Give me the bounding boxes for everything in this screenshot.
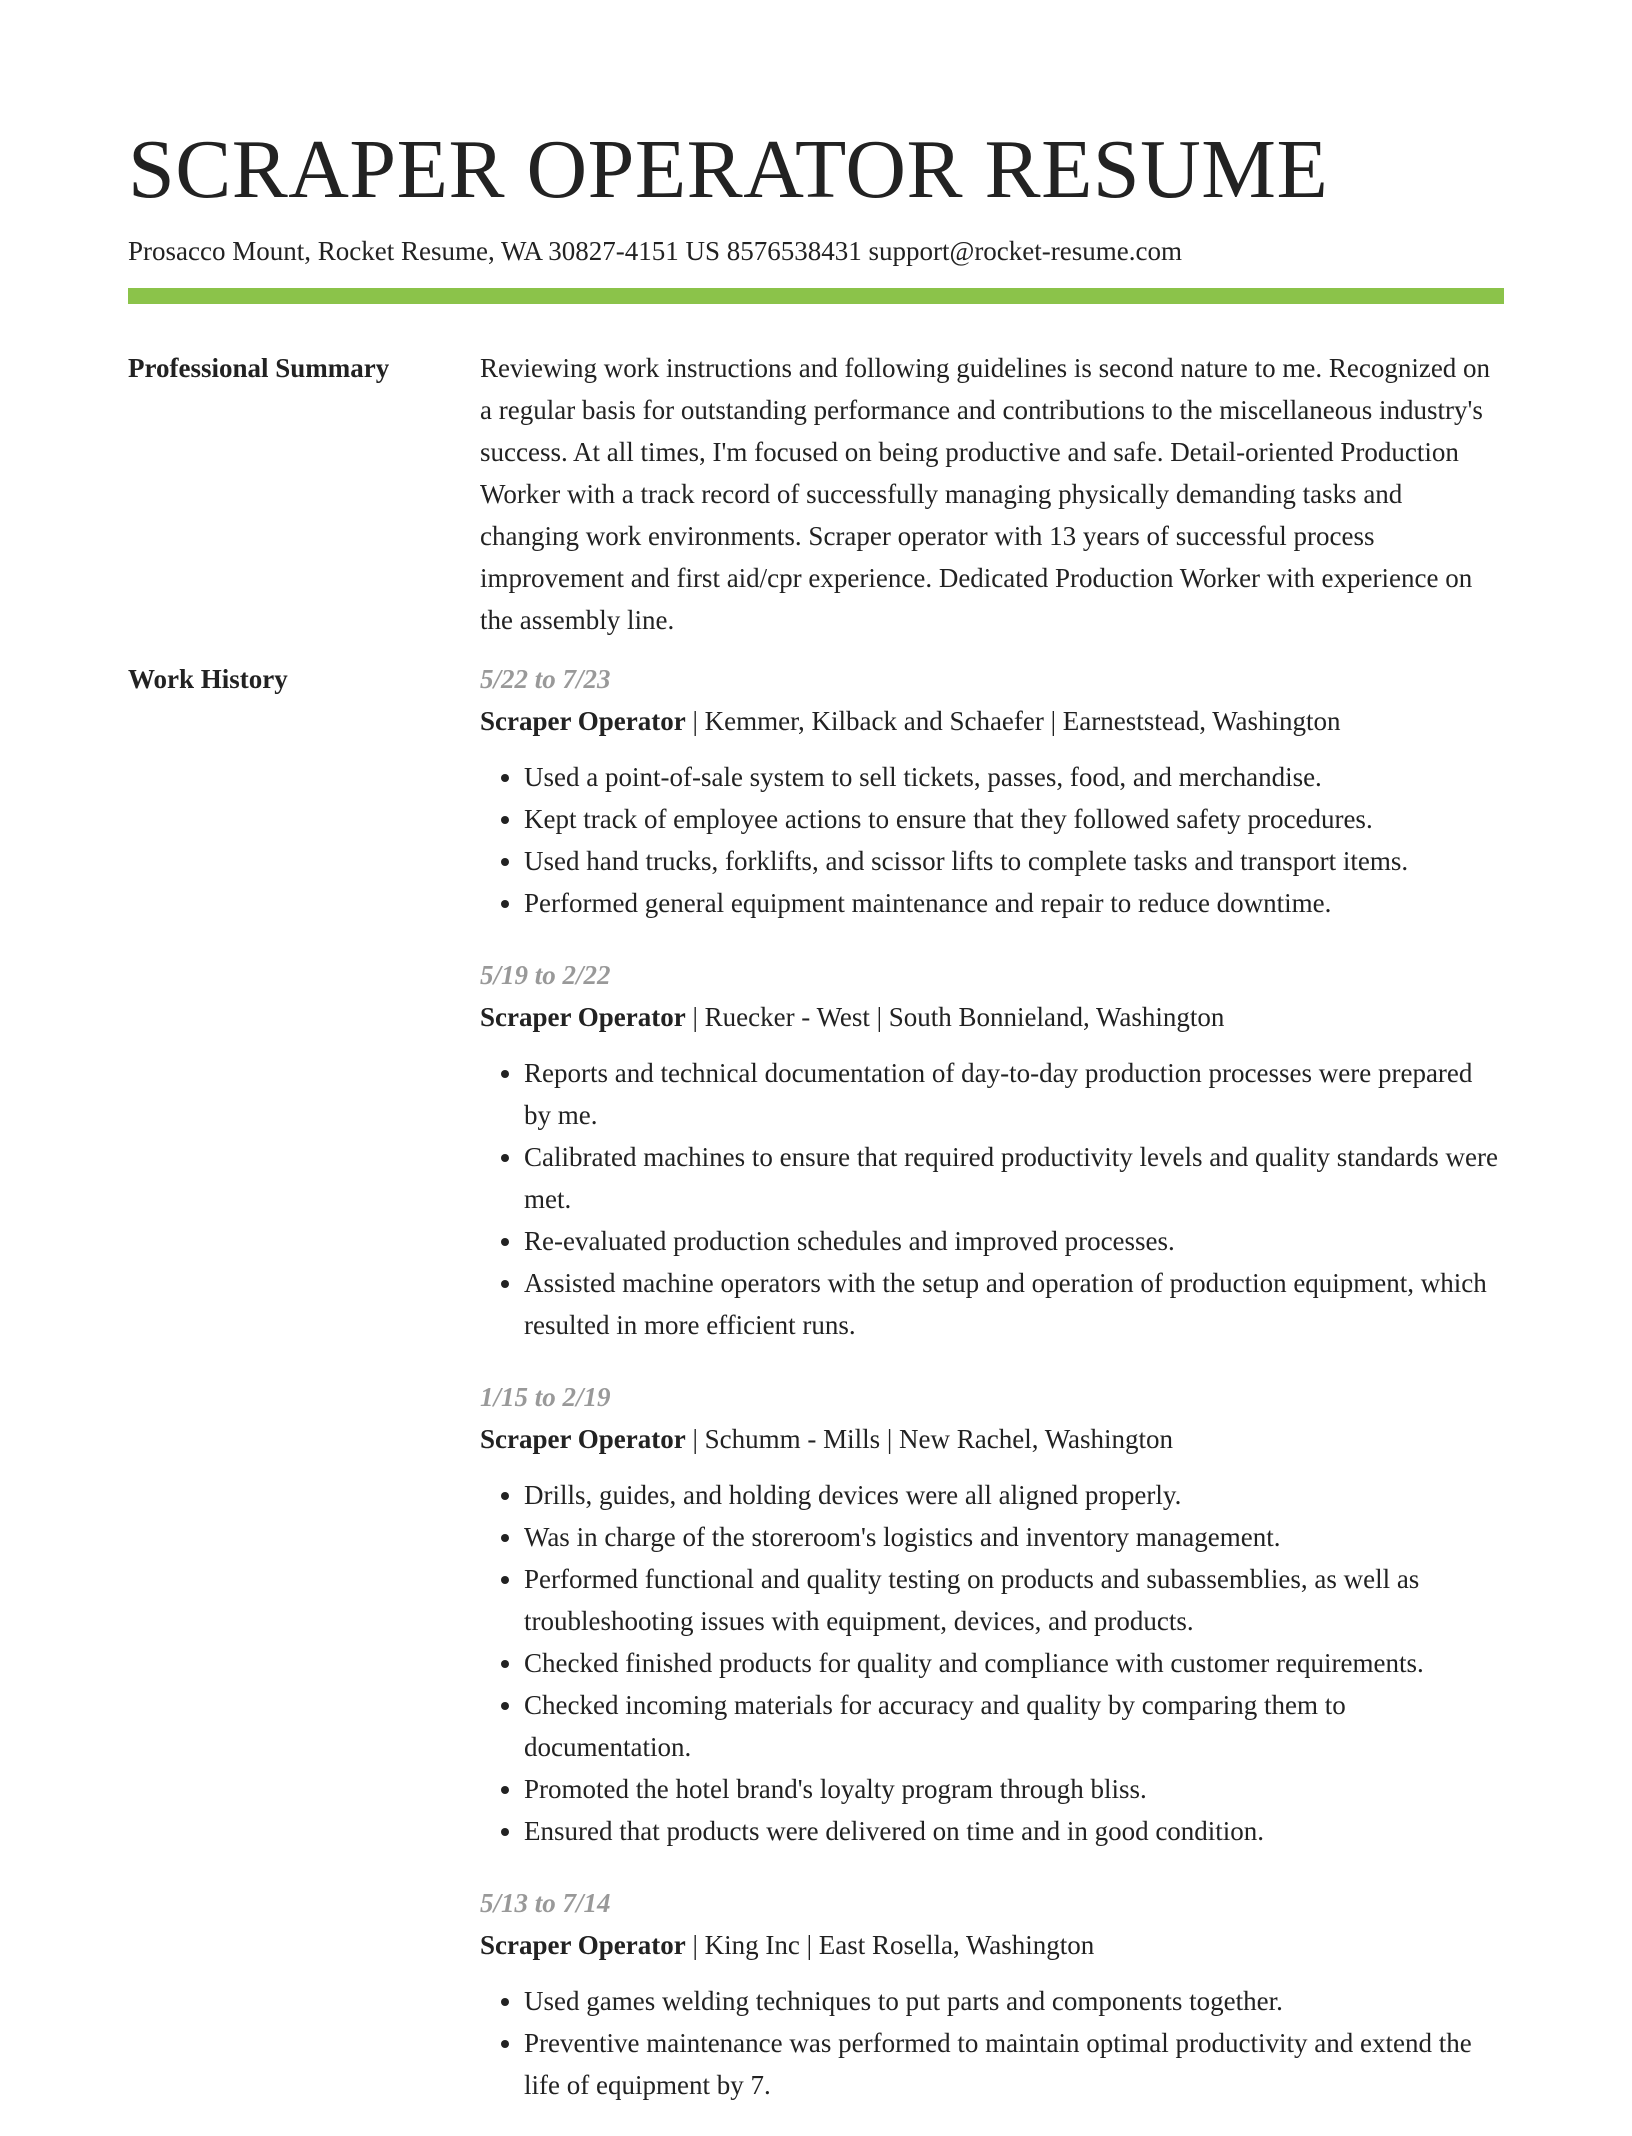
job-bullet: • Used games welding techniques to put parts and components together.	[524, 1980, 1504, 2022]
job-title: Scraper Operator	[480, 706, 686, 736]
job-bullet: • Checked incoming materials for accuracy and quality by comparing them to documentation.	[524, 1684, 1504, 1768]
job-dates: 5/22 to 7/23	[480, 664, 611, 694]
job-list	[480, 658, 1504, 2136]
job-dates: 5/13 to 7/14	[480, 1888, 611, 1918]
job-bullet: • Used a point-of-sale system to sell tickets, passes, food, and merchandise.	[524, 756, 1504, 798]
job-bullet: • Preventive maintenance was performed to maintain optimal productivity and extend the life of equipment by 7.	[524, 2022, 1504, 2106]
job-bullet: • Was in charge of the storeroom's logistics and inventory management.	[524, 1516, 1504, 1558]
contact-line: Prosacco Mount, Rocket Resume, WA 30827-4151 US 8576538431 support@rocket-resume.com	[128, 236, 1182, 266]
job-bullets	[480, 1980, 1504, 2106]
job-heading	[480, 700, 1504, 742]
job-entry	[480, 954, 1504, 1346]
job-title: Scraper Operator	[480, 1930, 686, 1960]
job-bullet: • Ensured that products were delivered on time and in good condition.	[524, 1810, 1504, 1852]
job-title: Scraper Operator	[480, 1002, 686, 1032]
job-bullet: • Calibrated machines to ensure that required productivity levels and quality standards were met.	[524, 1136, 1504, 1220]
resume-title: SCRAPER OPERATOR RESUME	[128, 123, 1329, 216]
job-bullet: • Checked finished products for quality and compliance with customer requirements.	[524, 1642, 1504, 1684]
job-bullet: • Re-evaluated production schedules and improved processes.	[524, 1220, 1504, 1262]
job-entry	[480, 1376, 1504, 1852]
job-employer-location: | Schumm - Mills | New Rachel, Washington	[685, 1424, 1174, 1454]
job-title: Scraper Operator	[480, 1424, 686, 1454]
accent-divider	[128, 288, 1504, 304]
job-bullets	[480, 1052, 1504, 1346]
resume-page	[128, 0, 1504, 2136]
section-label: Professional Summary	[128, 353, 390, 383]
job-dates: 1/15 to 2/19	[480, 1382, 611, 1412]
summary-text: Reviewing work instructions and following guidelines is second nature to me. Recognized on a regular basis for outstanding performance and contributions to the miscellaneous industry's success. At all times, I'm focused on being productive and safe. Detail-oriented Production Worker with a track record of successfully managing physically demanding tasks and changing work environments. Scraper operator with 13 years of successful process improvement and first aid/cpr experience. Dedicated Production Worker with experience on the assembly line.	[480, 353, 1491, 635]
job-bullets	[480, 756, 1504, 924]
job-entry	[480, 1882, 1504, 2106]
job-heading	[480, 1418, 1504, 1460]
work-history-section	[128, 663, 1504, 2136]
professional-summary-section	[128, 352, 1504, 641]
job-employer-location: | Kemmer, Kilback and Schaefer | Earneststead, Washington	[685, 706, 1341, 736]
job-bullet: • Used hand trucks, forklifts, and scissor lifts to complete tasks and transport items.	[524, 840, 1504, 882]
job-bullet: • Promoted the hotel brand's loyalty program through bliss.	[524, 1768, 1504, 1810]
job-bullet: • Performed general equipment maintenance and repair to reduce downtime.	[524, 882, 1504, 924]
job-bullet: • Kept track of employee actions to ensure that they followed safety procedures.	[524, 798, 1504, 840]
job-bullet: • Drills, guides, and holding devices were all aligned properly.	[524, 1474, 1504, 1516]
job-bullet: • Reports and technical documentation of day-to-day production processes were prepared by me.	[524, 1052, 1504, 1136]
job-heading	[480, 996, 1504, 1038]
job-heading	[480, 1924, 1504, 1966]
section-body	[480, 347, 1504, 641]
section-label: Work History	[128, 664, 288, 694]
job-bullet: • Performed functional and quality testing on products and subassemblies, as well as troubleshooting issues with equipment, devices, and products.	[524, 1558, 1504, 1642]
job-bullets	[480, 1474, 1504, 1852]
job-employer-location: | King Inc | East Rosella, Washington	[685, 1930, 1095, 1960]
job-employer-location: | Ruecker - West | South Bonnieland, Washington	[685, 1002, 1225, 1032]
job-dates: 5/19 to 2/22	[480, 960, 611, 990]
job-entry	[480, 658, 1504, 924]
job-bullet: • Assisted machine operators with the setup and operation of production equipment, which resulted in more efficient runs.	[524, 1262, 1504, 1346]
